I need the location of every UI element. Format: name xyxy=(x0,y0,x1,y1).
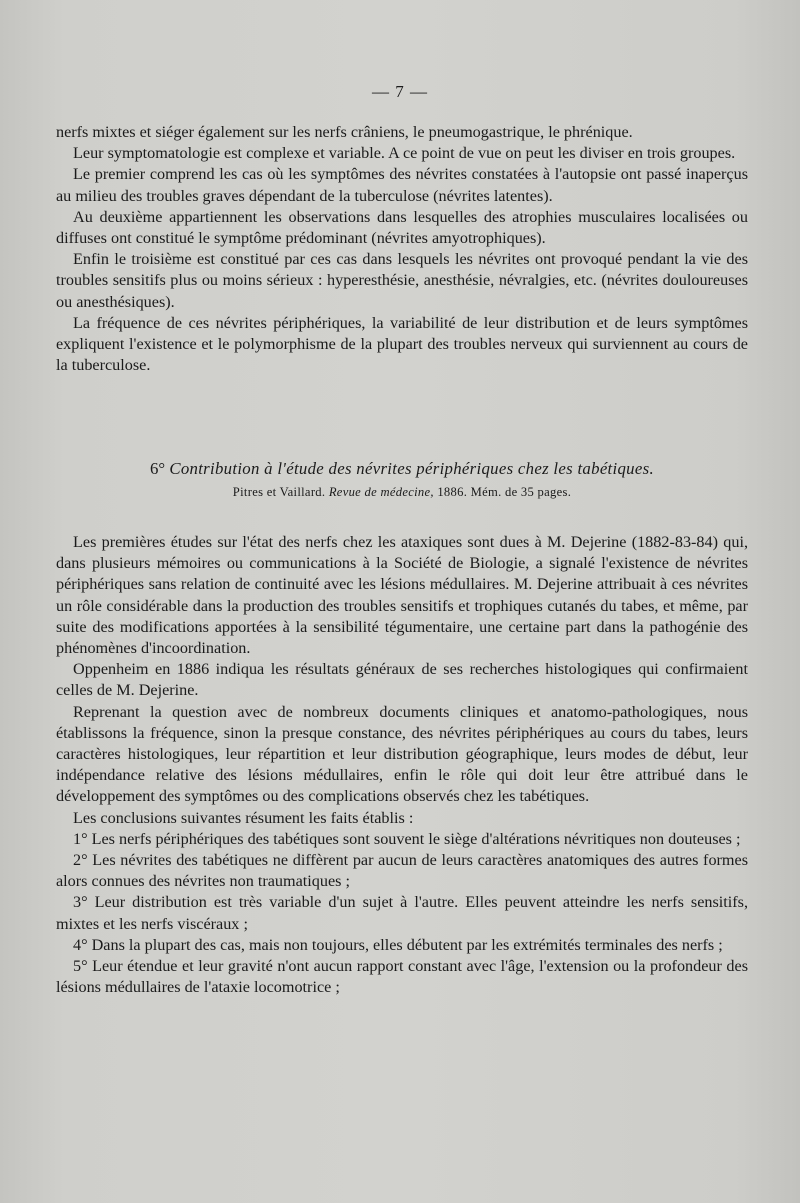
citation xyxy=(56,485,748,500)
list-item-conclusion: 3° Leur distribution est très variable d'un sujet à l'autre. Elles peuvent atteindre les nerfs sensitifs, mixtes et les nerfs viscéraux ; xyxy=(56,893,748,933)
text-block-tuberculosis xyxy=(56,122,748,376)
citation-authors: Pitres et Vaillard. xyxy=(232,485,326,499)
list-item-conclusion: 5° Leur étendue et leur gravité n'ont aucun rapport constant avec l'âge, l'extension ou la profondeur des lésions médullaires de l'ataxie locomotrice ; xyxy=(56,957,748,997)
paragraph: Enfin le troisième est constitué par ces cas dans lesquels les névrites ont provoqué pendant la vie des troubles sensitifs plus ou moins sérieux : hyperesthésie, anesthésie, névralgies, etc. (névrites douloureuses ou anesthésiques). xyxy=(56,250,748,311)
citation-journal: Revue de médecine, xyxy=(328,485,434,499)
text-block-tabetics xyxy=(56,532,748,998)
paragraph: Les conclusions suivantes résument les faits établis : xyxy=(73,808,414,827)
paragraph: Leur symptomatologie est complexe et variable. A ce point de vue on peut les diviser en trois groupes. xyxy=(73,144,736,163)
paragraph: Oppenheim en 1886 indiqua les résultats généraux de ses recherches histologiques qui confirmaient celles de M. Dejerine. xyxy=(56,660,748,700)
section-number: 6° xyxy=(150,459,166,478)
section-title xyxy=(56,459,748,479)
section-title-text: Contribution à l'étude des névrites périphériques chez les tabétiques. xyxy=(169,459,654,478)
paragraph: Les premières études sur l'état des nerfs chez les ataxiques sont dues à M. Dejerine (1882-83-84) qui, dans plusieurs mémoires ou communications à la Société de Biologie, a signalé l'existence de névrites périphériques sans relation de continuité avec les lésions médullaires. M. Dejerine attribuait à ces névrites un rôle considérable dans la production des troubles sensitifs et trophiques cutanés du tabes, et même, par suite des modifications apportées à la sensibilité tégumentaire, une certaine part dans la pathogénie des phénomènes d'incoordination. xyxy=(56,533,748,658)
paragraph: La fréquence de ces névrites périphériques, la variabilité de leur distribution et de leurs symptômes expliquent l'existence et le polymorphisme de la plupart des troubles nerveux qui surviennent au cours de la tuberculose. xyxy=(56,313,748,375)
list-item-conclusion: 4° Dans la plupart des cas, mais non toujours, elles débutent par les extrémités terminales des nerfs ; xyxy=(73,935,723,954)
paragraph: Le premier comprend les cas où les symptômes des névrites constatées à l'autopsie ont passé inaperçus au milieu des troubles graves dépendant de la tuberculose (névrites latentes). xyxy=(56,165,748,205)
paragraph: Reprenant la question avec de nombreux documents cliniques et anatomo-pathologiques, nous établissons la fréquence, sinon la presque constance, des névrites périphériques au cours du tabes, leurs caractères histologiques, leur répartition et leur distribution géographique, leurs modes de début, leur indépendance relative des lésions médullaires, enfin le rôle qui doit leur être attribué dans le développement des symptômes ou des complications observés chez les tabétiques. xyxy=(56,702,748,806)
list-item-conclusion: 1° Les nerfs périphériques des tabétiques sont souvent le siège d'altérations névritiques non douteuses ; xyxy=(73,829,741,848)
paragraph: Au deuxième appartiennent les observations dans lesquelles des atrophies musculaires localisées ou diffuses ont constitué le symptôme prédominant (névrites amyotrophiques). xyxy=(56,207,748,248)
paragraph: nerfs mixtes et siéger également sur les nerfs crâniens, le pneumogastrique, le phrénique. xyxy=(56,123,633,141)
list-item-conclusion: 2° Les névrites des tabétiques ne diffèrent par aucun de leurs caractères anatomiques des autres formes alors connues des névrites non traumatiques ; xyxy=(56,851,748,891)
citation-details: 1886. Mém. de 35 pages. xyxy=(437,485,572,499)
page-number: — 7 — xyxy=(372,82,428,101)
